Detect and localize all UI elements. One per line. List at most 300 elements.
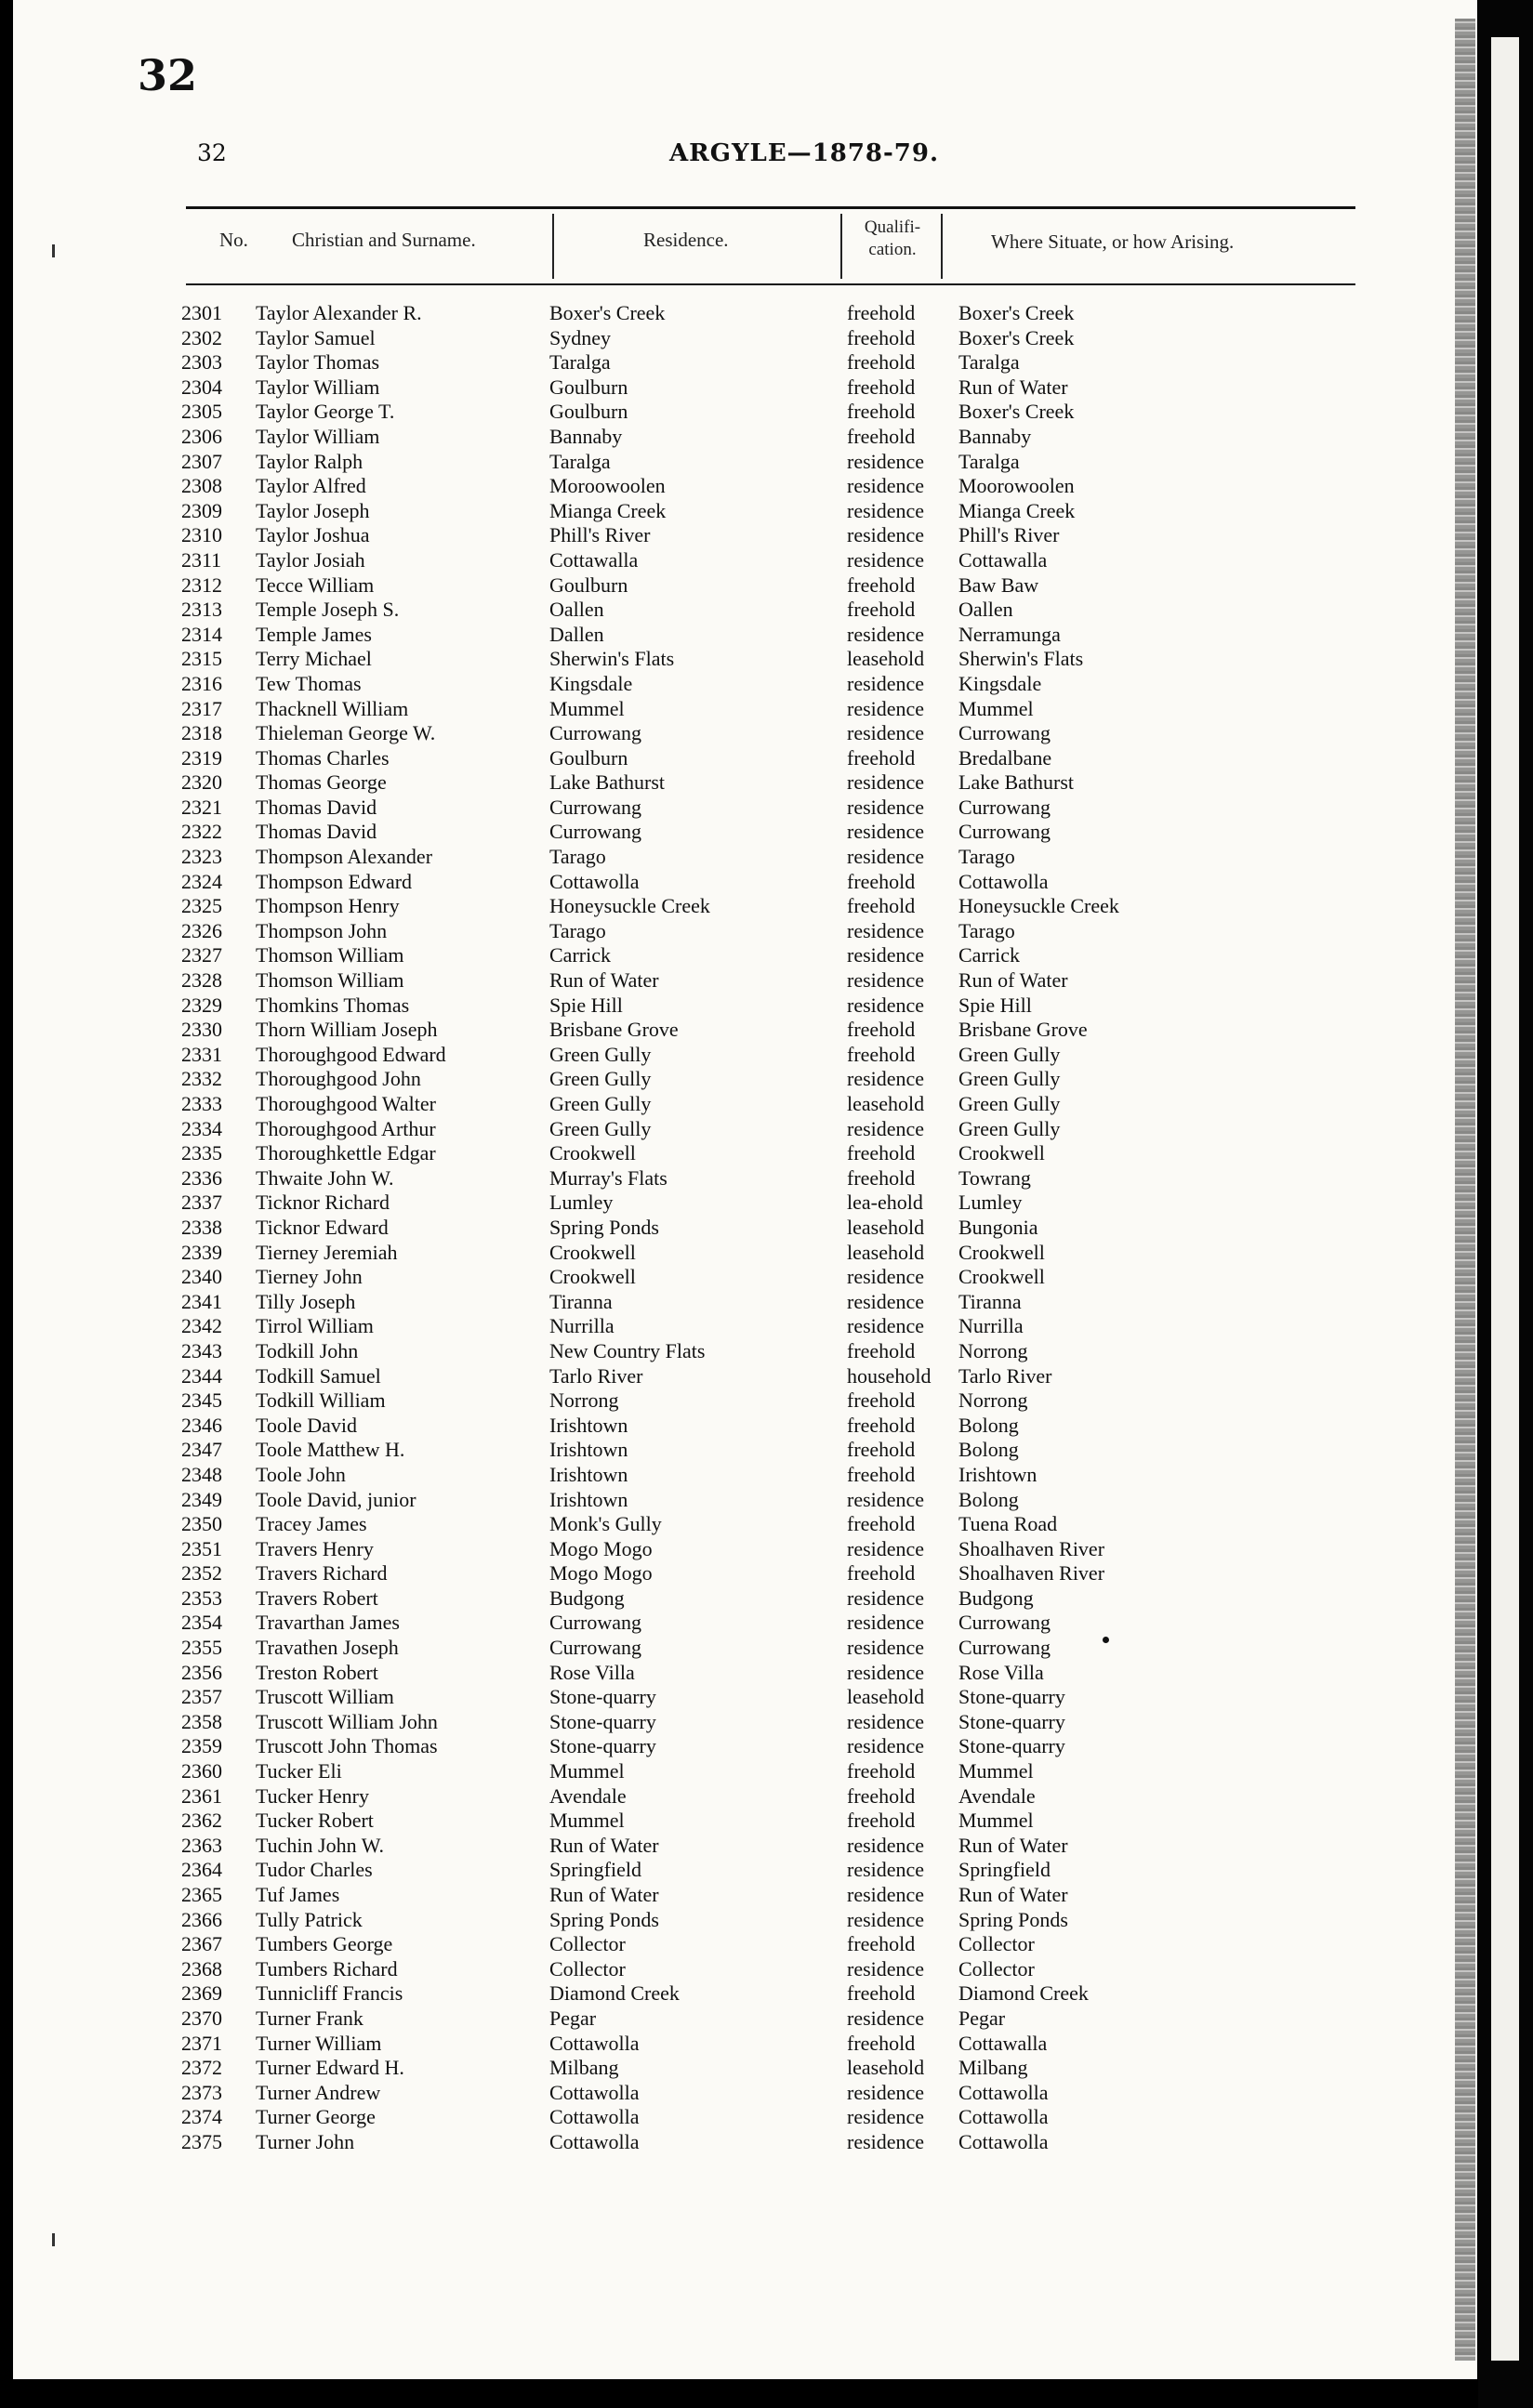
entry-residence: Run of Water <box>549 1833 659 1857</box>
margin-mark <box>52 244 55 257</box>
table-row <box>181 1216 1237 1241</box>
entry-residence: Boxer's Creek <box>549 301 666 324</box>
entry-number: 2364 <box>181 1858 222 1882</box>
entry-number: 2362 <box>181 1809 222 1833</box>
entry-name: Thoroughgood Edward <box>256 1042 446 1066</box>
table-row <box>181 1364 1237 1389</box>
entry-residence: Goulburn <box>549 745 628 770</box>
entry-number: 2369 <box>181 1981 222 2006</box>
entry-number: 2321 <box>181 795 222 819</box>
entry-name: Taylor Alexander R. <box>256 301 422 324</box>
entry-qualification: residence <box>847 795 925 819</box>
entry-where: Pegar <box>958 2006 1006 2030</box>
entry-number: 2326 <box>181 918 222 942</box>
entry-qualification: freehold <box>847 1413 916 1437</box>
header-name: Christian and Surname. <box>292 229 476 251</box>
entry-qualification: residence <box>847 474 925 498</box>
table-row <box>181 1067 1237 1092</box>
entry-residence: Green Gully <box>549 1116 652 1140</box>
entry-name: Taylor Joshua <box>256 523 370 547</box>
entry-residence: Mogo Mogo <box>549 1561 653 1586</box>
table-row <box>181 1537 1237 1562</box>
entry-residence: Stone-quarry <box>549 1734 656 1758</box>
table-row <box>181 499 1237 524</box>
entry-residence: Kingsdale <box>549 671 633 695</box>
entry-name: Truscott William John <box>256 1709 438 1733</box>
entry-residence: Nurrilla <box>549 1314 615 1338</box>
header-rule-bottom <box>186 283 1355 285</box>
entry-name: Todkill Samuel <box>256 1363 381 1388</box>
margin-mark <box>52 2233 55 2246</box>
table-row <box>181 2056 1237 2081</box>
entry-number: 2342 <box>181 1314 222 1338</box>
entry-name: Travathen Joseph <box>256 1636 399 1660</box>
table-row <box>181 820 1237 845</box>
entry-residence: Sherwin's Flats <box>549 647 675 671</box>
entry-where: Tuena Road <box>958 1512 1058 1536</box>
entry-number: 2361 <box>181 1783 222 1808</box>
entry-number: 2367 <box>181 1932 222 1956</box>
entry-residence: Taralga <box>549 350 611 375</box>
entry-number: 2374 <box>181 2105 222 2129</box>
entry-where: Tiranna <box>958 1289 1022 1313</box>
entry-qualification: freehold <box>847 375 916 399</box>
entry-name: Turner John <box>256 2129 355 2153</box>
entry-name: Tecce William <box>256 572 375 597</box>
entry-qualification: residence <box>847 721 925 745</box>
entry-number: 2301 <box>181 301 222 324</box>
entry-residence: Carrick <box>549 943 611 967</box>
entry-residence: Green Gully <box>549 1092 652 1115</box>
entry-qualification: leasehold <box>847 647 925 671</box>
entry-number: 2320 <box>181 770 222 795</box>
entry-where: Spring Ponds <box>958 1907 1068 1931</box>
entry-number: 2356 <box>181 1660 222 1684</box>
table-row <box>181 1117 1237 1142</box>
entry-residence: Cottawolla <box>549 869 640 893</box>
table-row <box>181 1883 1237 1908</box>
entry-residence: Collector <box>549 1932 626 1956</box>
table-row <box>181 598 1237 623</box>
entry-residence: Budgong <box>549 1586 625 1610</box>
entry-name: Thoroughkettle Edgar <box>256 1141 436 1165</box>
entry-qualification: residence <box>847 1289 925 1313</box>
entry-name: Tilly Joseph <box>256 1289 356 1313</box>
table-row <box>181 1166 1237 1191</box>
entry-name: Tumbers Richard <box>256 1956 398 1980</box>
entry-number: 2354 <box>181 1611 222 1635</box>
table-row <box>181 1092 1237 1117</box>
entry-number: 2335 <box>181 1141 222 1165</box>
entry-qualification: freehold <box>847 1512 916 1536</box>
entry-number: 2330 <box>181 1018 222 1042</box>
entry-where: Irishtown <box>958 1462 1037 1486</box>
entry-residence: Moroowoolen <box>549 474 666 498</box>
entry-name: Thomas Charles <box>256 745 390 770</box>
entry-residence: Crookwell <box>549 1240 636 1264</box>
entry-number: 2366 <box>181 1907 222 1931</box>
entry-name: Thompson Edward <box>256 869 413 893</box>
table-row <box>181 623 1237 648</box>
table-row <box>181 1463 1237 1488</box>
entry-name: Todkill William <box>256 1388 386 1413</box>
entry-qualification: residence <box>847 1116 925 1140</box>
entry-number: 2351 <box>181 1536 222 1560</box>
entry-name: Thieleman George W. <box>256 721 436 745</box>
entry-name: Tuf James <box>256 1883 340 1906</box>
entry-where: Stone-quarry <box>958 1685 1065 1709</box>
table-row <box>181 1981 1237 2007</box>
table-row <box>181 1314 1237 1339</box>
table-row <box>181 1561 1237 1586</box>
table-row <box>181 301 1237 326</box>
entry-where: Crookwell <box>958 1265 1045 1289</box>
table-row <box>181 2130 1237 2155</box>
entry-where: Crookwell <box>958 1141 1045 1165</box>
entry-name: Tumbers George <box>256 1932 393 1956</box>
table-row <box>181 1388 1237 1414</box>
entry-where: Tarago <box>958 845 1015 869</box>
entry-where: Run of Water <box>958 375 1068 399</box>
entry-number: 2375 <box>181 2129 222 2153</box>
entry-qualification: residence <box>847 1709 925 1733</box>
entry-qualification: freehold <box>847 1141 916 1165</box>
entry-number: 2311 <box>181 547 222 572</box>
entry-name: Taylor Josiah <box>256 547 365 572</box>
entry-residence: Taralga <box>549 449 611 473</box>
entry-where: Spie Hill <box>958 993 1032 1017</box>
entry-where: Currowang <box>958 820 1051 844</box>
table-row <box>181 1290 1237 1315</box>
entry-qualification: freehold <box>847 400 916 424</box>
entry-qualification: freehold <box>847 745 916 770</box>
entry-qualification: residence <box>847 2129 925 2153</box>
entry-residence: Goulburn <box>549 400 628 424</box>
entry-where: Run of Water <box>958 1883 1068 1906</box>
entry-name: Tuchin John W. <box>256 1833 384 1857</box>
entry-where: Bolong <box>958 1487 1019 1511</box>
entry-residence: Currowang <box>549 1611 641 1635</box>
entry-name: Tierney John <box>256 1265 363 1289</box>
entry-where: Carrick <box>958 943 1020 967</box>
entry-qualification: residence <box>847 1636 925 1660</box>
entry-residence: Green Gully <box>549 1042 652 1066</box>
entry-name: Ticknor Richard <box>256 1191 390 1215</box>
table-row <box>181 375 1237 401</box>
entry-name: Thwaite John W. <box>256 1165 394 1190</box>
entry-number: 2317 <box>181 696 222 720</box>
table-row <box>181 1734 1237 1759</box>
entry-where: Bolong <box>958 1438 1019 1462</box>
entry-residence: Brisbane Grove <box>549 1018 679 1042</box>
entry-qualification: residence <box>847 671 925 695</box>
table-row <box>181 2105 1237 2130</box>
entry-where: Bolong <box>958 1413 1019 1437</box>
entry-number: 2348 <box>181 1462 222 1486</box>
entry-qualification: residence <box>847 1586 925 1610</box>
entry-residence: Irishtown <box>549 1487 628 1511</box>
entry-number: 2345 <box>181 1388 222 1413</box>
table-row <box>181 1685 1237 1710</box>
entry-residence: Spring Ponds <box>549 1907 659 1931</box>
entry-number: 2341 <box>181 1289 222 1313</box>
table-row <box>181 845 1237 870</box>
entry-qualification: residence <box>847 1907 925 1931</box>
entry-name: Turner Frank <box>256 2006 363 2030</box>
entry-where: Avendale <box>958 1783 1036 1808</box>
entry-where: Budgong <box>958 1586 1034 1610</box>
entry-where: Springfield <box>958 1858 1051 1882</box>
table-row <box>181 1586 1237 1612</box>
entry-name: Toole Matthew H. <box>256 1438 405 1462</box>
entry-qualification: residence <box>847 1611 925 1635</box>
page-number: 32 <box>197 139 227 166</box>
entry-number: 2318 <box>181 721 222 745</box>
page-edge-shadow <box>1455 19 1475 2361</box>
entry-where: Run of Water <box>958 1833 1068 1857</box>
entry-name: Taylor Joseph <box>256 498 370 522</box>
entry-name: Turner Edward H. <box>256 2056 404 2080</box>
entry-number: 2303 <box>181 350 222 375</box>
table-row <box>181 943 1237 968</box>
entry-residence: Diamond Creek <box>549 1981 680 2006</box>
entry-where: Green Gully <box>958 1116 1061 1140</box>
entry-number: 2372 <box>181 2056 222 2080</box>
entry-residence: Currowang <box>549 721 641 745</box>
table-row <box>181 1784 1237 1809</box>
entry-where: Kingsdale <box>958 671 1042 695</box>
entry-where: Norrong <box>958 1338 1028 1362</box>
entry-number: 2340 <box>181 1265 222 1289</box>
entry-qualification: freehold <box>847 1932 916 1956</box>
entry-residence: Cottawolla <box>549 2080 640 2104</box>
entry-where: Shoalhaven River <box>958 1561 1105 1586</box>
entry-residence: Avendale <box>549 1783 627 1808</box>
entry-qualification: freehold <box>847 1759 916 1783</box>
entry-where: Green Gully <box>958 1092 1061 1115</box>
entry-where: Taralga <box>958 449 1020 473</box>
entry-number: 2324 <box>181 869 222 893</box>
table-row <box>181 1265 1237 1290</box>
entry-name: Taylor William <box>256 375 380 399</box>
entry-residence: Sydney <box>549 325 611 349</box>
stamp-number: 32 <box>138 50 198 100</box>
table-row <box>181 1018 1237 1043</box>
entry-where: Cottawolla <box>958 2129 1049 2153</box>
entry-where: Rose Villa <box>958 1660 1044 1684</box>
entry-number: 2349 <box>181 1487 222 1511</box>
entry-number: 2336 <box>181 1165 222 1190</box>
entry-name: Travers Henry <box>256 1536 374 1560</box>
entry-name: Travarthan James <box>256 1611 400 1635</box>
entry-number: 2360 <box>181 1759 222 1783</box>
entry-qualification: leasehold <box>847 1215 925 1239</box>
entry-qualification: freehold <box>847 1165 916 1190</box>
entry-name: Tew Thomas <box>256 671 362 695</box>
entry-residence: Bannaby <box>549 424 623 448</box>
entry-qualification: leasehold <box>847 1240 925 1264</box>
entry-number: 2327 <box>181 943 222 967</box>
entry-where: Diamond Creek <box>958 1981 1089 2006</box>
entry-qualification: residence <box>847 1536 925 1560</box>
entry-qualification: freehold <box>847 1338 916 1362</box>
entry-residence: Springfield <box>549 1858 641 1882</box>
entry-name: Thomas David <box>256 820 377 844</box>
entry-number: 2346 <box>181 1413 222 1437</box>
table-row <box>181 1710 1237 1735</box>
entry-residence: Phill's River <box>549 523 651 547</box>
entry-where: Stone-quarry <box>958 1734 1065 1758</box>
table-row <box>181 968 1237 993</box>
entry-residence: Currowang <box>549 1636 641 1660</box>
entry-where: Honeysuckle Creek <box>958 894 1119 918</box>
entry-residence: Irishtown <box>549 1438 628 1462</box>
entry-name: Tucker Henry <box>256 1783 369 1808</box>
entry-number: 2371 <box>181 2031 222 2055</box>
table-row <box>181 1661 1237 1686</box>
column-divider <box>941 214 943 279</box>
entry-where: Cottawolla <box>958 2080 1049 2104</box>
entry-name: Toole John <box>256 1462 346 1486</box>
entry-residence: Currowang <box>549 820 641 844</box>
entry-name: Temple James <box>256 622 372 646</box>
entry-where: Green Gully <box>958 1067 1061 1091</box>
entry-name: Tunnicliff Francis <box>256 1981 403 2006</box>
entry-qualification: freehold <box>847 1783 916 1808</box>
entry-where: Cottawolla <box>958 869 1049 893</box>
entry-name: Thoroughgood Walter <box>256 1092 436 1115</box>
header-where: Where Situate, or how Arising. <box>991 230 1235 253</box>
entry-name: Travers Robert <box>256 1586 378 1610</box>
entry-name: Thompson Henry <box>256 894 400 918</box>
entry-where: Collector <box>958 1932 1035 1956</box>
elector-table <box>181 301 1237 2155</box>
table-row <box>181 870 1237 895</box>
entry-residence: Dallen <box>549 622 604 646</box>
table-row <box>181 746 1237 771</box>
entry-qualification: residence <box>847 1314 925 1338</box>
entry-name: Thomas David <box>256 795 377 819</box>
table-row <box>181 697 1237 722</box>
entry-residence: Goulburn <box>549 572 628 597</box>
entry-where: Cottawolla <box>958 2105 1049 2129</box>
entry-residence: Cottawolla <box>549 2105 640 2129</box>
entry-number: 2359 <box>181 1734 222 1758</box>
entry-name: Todkill John <box>256 1338 359 1362</box>
entry-where: Collector <box>958 1956 1035 1980</box>
entry-where: Oallen <box>958 598 1013 622</box>
entry-name: Taylor Ralph <box>256 449 363 473</box>
table-row <box>181 1512 1237 1537</box>
table-row <box>181 770 1237 796</box>
entry-residence: Green Gully <box>549 1067 652 1091</box>
entry-name: Thompson John <box>256 918 388 942</box>
entry-name: Taylor Thomas <box>256 350 380 375</box>
table-row <box>181 1141 1237 1166</box>
entry-residence: Mogo Mogo <box>549 1536 653 1560</box>
entry-where: Towrang <box>958 1165 1031 1190</box>
entry-where: Currowang <box>958 1611 1051 1635</box>
table-row <box>181 400 1237 425</box>
entry-number: 2312 <box>181 572 222 597</box>
entry-residence: Spring Ponds <box>549 1215 659 1239</box>
table-row <box>181 1908 1237 1933</box>
entry-number: 2329 <box>181 993 222 1017</box>
entry-number: 2358 <box>181 1709 222 1733</box>
entry-residence: Murray's Flats <box>549 1165 667 1190</box>
entry-residence: Irishtown <box>549 1413 628 1437</box>
entry-qualification: residence <box>847 770 925 795</box>
table-row <box>181 1611 1237 1636</box>
entry-where: Lumley <box>958 1191 1023 1215</box>
entry-number: 2313 <box>181 598 222 622</box>
table-row <box>181 1858 1237 1883</box>
entry-name: Toole David <box>256 1413 358 1437</box>
table-row <box>181 721 1237 746</box>
table-row <box>181 2007 1237 2032</box>
entry-qualification: freehold <box>847 598 916 622</box>
entry-residence: Crookwell <box>549 1265 636 1289</box>
entry-number: 2352 <box>181 1561 222 1586</box>
entry-qualification: leasehold <box>847 2056 925 2080</box>
entry-qualification: residence <box>847 2080 925 2104</box>
entry-where: Mummel <box>958 696 1034 720</box>
entry-qualification: freehold <box>847 424 916 448</box>
entry-where: Bannaby <box>958 424 1032 448</box>
entry-number: 2307 <box>181 449 222 473</box>
entry-where: Currowang <box>958 1636 1051 1660</box>
header-qualification: Qualifi-cation. <box>864 217 921 259</box>
entry-where: Stone-quarry <box>958 1709 1065 1733</box>
entry-name: Turner George <box>256 2105 376 2129</box>
entry-number: 2357 <box>181 1685 222 1709</box>
table-row <box>181 474 1237 499</box>
entry-qualification: residence <box>847 918 925 942</box>
entry-residence: Mummel <box>549 1759 625 1783</box>
entry-residence: Currowang <box>549 795 641 819</box>
entry-qualification: residence <box>847 1265 925 1289</box>
entry-qualification: freehold <box>847 869 916 893</box>
entry-name: Thomson William <box>256 968 404 993</box>
entry-residence: Monk's Gully <box>549 1512 662 1536</box>
entry-where: Sherwin's Flats <box>958 647 1084 671</box>
entry-number: 2333 <box>181 1092 222 1115</box>
entry-qualification: freehold <box>847 1042 916 1066</box>
entry-number: 2316 <box>181 671 222 695</box>
entry-number: 2310 <box>181 523 222 547</box>
entry-where: Run of Water <box>958 968 1068 993</box>
entry-where: Brisbane Grove <box>958 1018 1088 1042</box>
entry-qualification: freehold <box>847 1388 916 1413</box>
entry-qualification: residence <box>847 547 925 572</box>
entry-number: 2339 <box>181 1240 222 1264</box>
entry-number: 2304 <box>181 375 222 399</box>
table-row <box>181 1488 1237 1513</box>
entry-qualification: freehold <box>847 1981 916 2006</box>
entry-residence: Run of Water <box>549 968 659 993</box>
entry-qualification: residence <box>847 943 925 967</box>
table-row <box>181 523 1237 548</box>
table-row <box>181 1834 1237 1859</box>
entry-number: 2368 <box>181 1956 222 1980</box>
entry-number: 2337 <box>181 1191 222 1215</box>
entry-name: Thomkins Thomas <box>256 993 410 1017</box>
entry-qualification: freehold <box>847 1809 916 1833</box>
entry-name: Tucker Eli <box>256 1759 342 1783</box>
entry-name: Tirrol William <box>256 1314 374 1338</box>
entry-residence: Tarlo River <box>549 1363 643 1388</box>
entry-where: Shoalhaven River <box>958 1536 1105 1560</box>
